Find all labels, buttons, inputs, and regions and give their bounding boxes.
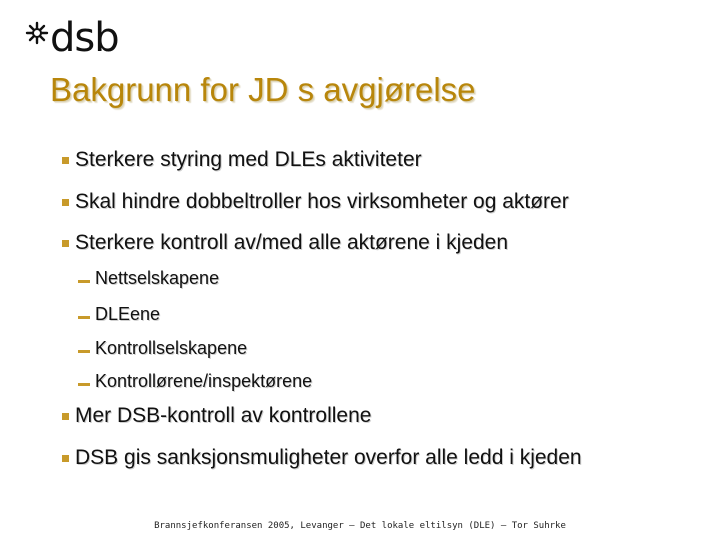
slide-footer: Brannsjefkonferansen 2005, Levanger – Det lokale eltilsyn (DLE) – Tor Suhrke: [154, 521, 566, 531]
bullet-square-icon: [62, 455, 69, 462]
slide-title: Bakgrunn for JD s avgjørelse: [50, 71, 476, 108]
dash-bullet-icon: [78, 383, 90, 386]
dsb-logo: [24, 15, 119, 61]
dash-bullet-icon: [78, 280, 90, 283]
bullet-square-icon: [62, 157, 69, 164]
dash-bullet-icon: [78, 316, 90, 319]
sub-bullet-item: [78, 303, 160, 325]
bullet-square-icon: [62, 240, 69, 247]
logo-text: dsb: [50, 15, 119, 61]
bullet-text: Skal hindre dobbeltroller hos virksomheter og aktører: [75, 190, 569, 213]
sub-bullet-text: Kontrollselskapene: [95, 338, 248, 358]
bullet-item: [62, 230, 508, 256]
bullet-text: Sterkere styring med DLEs aktiviteter: [75, 148, 422, 171]
sub-bullet-text: DLEene: [95, 304, 161, 324]
dash-bullet-icon: [78, 350, 90, 353]
sub-bullet-text: Kontrollørene/inspektørene: [95, 371, 313, 391]
bullet-square-icon: [62, 413, 69, 420]
bullet-text: DSB gis sanksjonsmuligheter overfor alle ledd i kjeden: [75, 446, 582, 469]
bullet-item: [62, 189, 569, 215]
bullet-item: [62, 403, 371, 429]
sub-bullet-item: [78, 370, 312, 392]
sub-bullet-item: [78, 337, 247, 359]
bullet-item: [62, 147, 422, 173]
bullet-square-icon: [62, 199, 69, 206]
sub-bullet-item: [78, 267, 219, 289]
bullet-item: [62, 445, 582, 471]
bullet-text: Sterkere kontroll av/med alle aktørene i kjeden: [75, 231, 509, 254]
bullet-text: Mer DSB-kontroll av kontrollene: [75, 404, 372, 427]
sub-bullet-text: Nettselskapene: [95, 268, 220, 288]
dsb-star-logo-icon: [24, 20, 50, 46]
